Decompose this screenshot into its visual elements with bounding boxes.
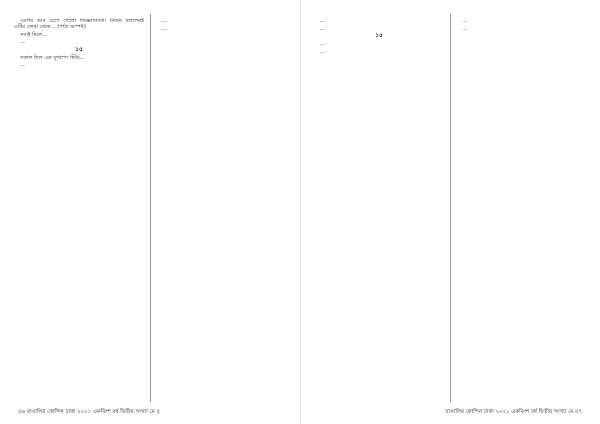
paragraph: এরপর আর চেপে গেলো জিজ্ঞাসাবাদ। বিজন বললেনই এটির জেরা থেকে... (পাঠ্য অস্পষ্ট) [14, 18, 144, 31]
paragraph: ... [162, 25, 167, 32]
section-number: ১৫ [75, 45, 83, 53]
left-column-1 [14, 18, 144, 398]
paragraph: ... [20, 62, 25, 69]
page-footer: ৫৬ বাঙালির কোন্দিন ঢাকা ২০২১ একবিংশ বর্ষ দ্বিতীয় সংখ্যা মে ৫ [18, 409, 160, 415]
right-page [300, 0, 600, 424]
right-column-2 [456, 18, 586, 398]
paragraph: ... [462, 25, 467, 32]
paragraph: ... [320, 48, 325, 55]
paragraph: ... [20, 39, 25, 46]
paragraph: ... [320, 40, 325, 47]
right-column-1 [314, 18, 444, 398]
paragraph: সবাই মিলে... [20, 31, 48, 38]
page-footer: বাঙালির কোন্দিন ঢাকা ২০২১ একবিংশ বর্ষ দ্বিতীয় সংখ্যা মে ৫৭ [445, 409, 582, 415]
paragraph: সকাল ছিল এক দুষ্প্রাপ্য ছিঁড়ি... [20, 54, 85, 61]
paragraph: ... [320, 18, 325, 24]
left-column-2 [156, 18, 286, 398]
paragraph: ... [462, 18, 467, 24]
paragraph: ... [162, 18, 167, 24]
column-rule [450, 14, 451, 402]
paragraph: ... [320, 25, 325, 32]
column-rule [150, 14, 151, 402]
section-number: ১৫ [375, 32, 383, 40]
